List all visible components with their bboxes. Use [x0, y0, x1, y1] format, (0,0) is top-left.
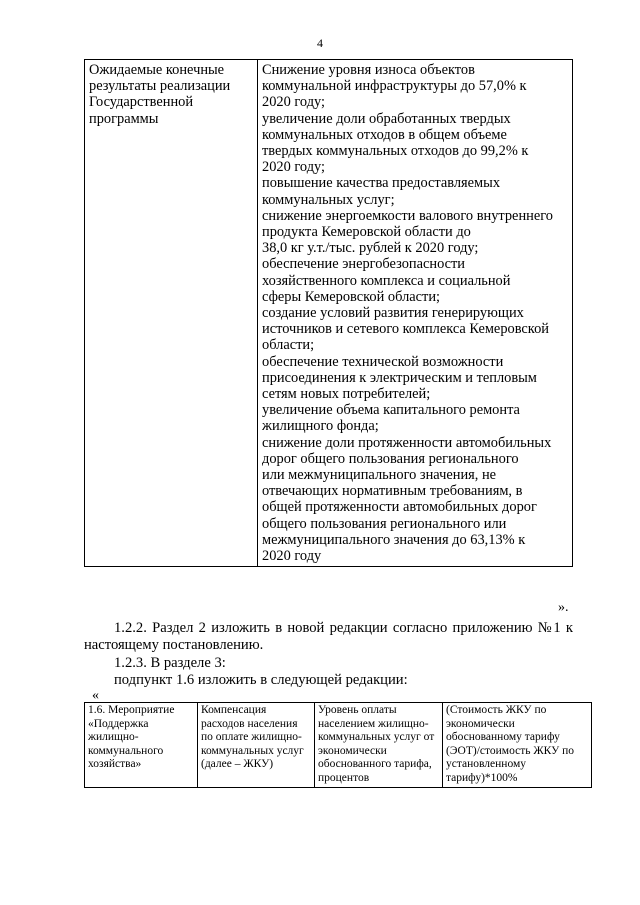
results-line: хозяйственного комплекса и социальной: [262, 272, 511, 289]
results-line: общей протяженности автомобильных дорог: [262, 499, 537, 516]
results-line: коммунальной инфраструктуры до 57,0% к: [262, 78, 527, 95]
results-line: 2020 году;: [262, 94, 326, 111]
table-row: [85, 703, 592, 788]
results-label-cell: Ожидаемые конечные результаты реализации Государственной программы: [85, 60, 258, 567]
results-line: 2020 году: [262, 548, 322, 565]
opening-quote: «: [92, 688, 99, 703]
paragraph-1-2-2: 1.2.2. Раздел 2 изложить в новой редакции согласно приложению №1 к настоящему постановлению.: [84, 620, 573, 653]
results-line: источников и сетевого комплекса Кемеровской: [262, 321, 549, 338]
paragraph-subitem: подпункт 1.6 изложить в следующей редакции:: [114, 672, 408, 688]
measure-indicator-cell: Уровень оплаты населением жилищно-коммунальных услуг от экономически обоснованного тарифа, процентов: [315, 703, 443, 788]
measure-table: [84, 702, 592, 788]
measure-description-cell: Компенсация расходов населения по оплате жилищно-коммунальных услуг (далее – ЖКУ): [198, 703, 315, 788]
results-line: создание условий развития генерирующих: [262, 305, 524, 322]
results-line: снижение доли протяженности автомобильных: [262, 434, 552, 451]
results-line: обеспечение энергобезопасности: [262, 256, 466, 273]
results-line: 38,0 кг у.т./тыс. рублей к 2020 году;: [262, 240, 479, 257]
results-line: отвечающих нормативным требованиям, в: [262, 483, 523, 500]
results-line: сферы Кемеровской области;: [262, 288, 441, 305]
paragraph-1-2-3: 1.2.3. В разделе 3:: [114, 655, 226, 671]
results-line: области;: [262, 337, 315, 354]
results-line: повышение качества предоставляемых: [262, 175, 501, 192]
results-line: Снижение уровня износа объектов: [262, 62, 475, 78]
measure-formula-cell: (Стоимость ЖКУ по экономически обоснованному тарифу (ЭОТ)/стоимость ЖКУ по установленному тарифу)*100%: [443, 703, 592, 788]
results-line: общего пользования регионального или: [262, 515, 507, 532]
results-line: межмуниципального значения до 63,13% к: [262, 531, 526, 548]
results-line: дорог общего пользования регионального: [262, 450, 519, 467]
page-number: 4: [317, 36, 323, 50]
results-line: жилищного фонда;: [262, 418, 379, 435]
results-line: продукта Кемеровской области до: [262, 224, 471, 241]
closing-quote: ».: [558, 600, 569, 615]
program-results-table: [84, 59, 573, 567]
results-line: коммунальных отходов в общем объеме: [262, 126, 507, 143]
results-line: снижение энергоемкости валового внутреннего: [262, 207, 553, 224]
results-line: 2020 году;: [262, 159, 326, 176]
results-line: присоединения к электрическим и тепловым: [262, 369, 537, 386]
results-line: обеспечение технической возможности: [262, 353, 504, 370]
measure-name-cell: 1.6. Мероприятие «Поддержка жилищно-коммунального хозяйства»: [85, 703, 198, 788]
results-line: увеличение доли обработанных твердых: [262, 110, 511, 127]
results-value-cell: [258, 60, 573, 567]
results-line: сетям новых потребителей;: [262, 386, 431, 403]
results-line: или межмуниципального значения, не: [262, 467, 497, 484]
results-line: коммунальных услуг;: [262, 191, 395, 208]
results-line: твердых коммунальных отходов до 99,2% к: [262, 143, 529, 160]
results-line: увеличение объема капитального ремонта: [262, 402, 520, 419]
table-row: [85, 60, 573, 567]
